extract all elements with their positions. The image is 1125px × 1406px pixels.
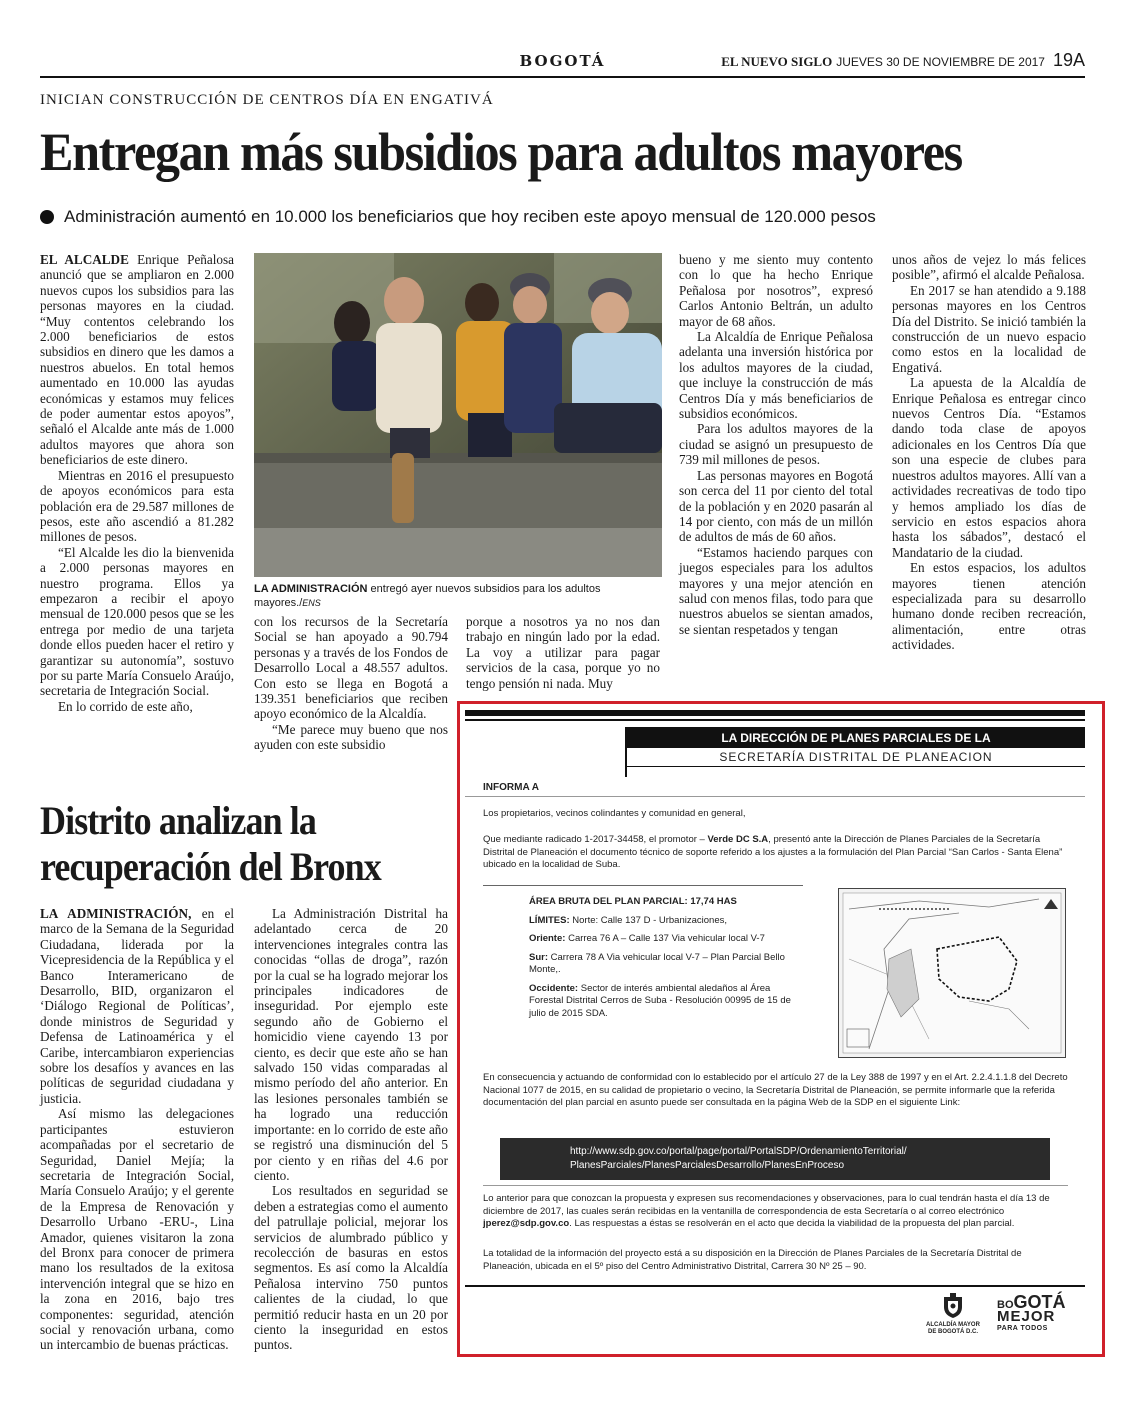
headline-line: recuperación del Bronx [40, 844, 381, 889]
paragraph: Así mismo las delegaciones participantes estuvieron acompañadas por el secretario de Seguridad, Daniel Mejía; la secretaria de Integración Social, María Consuelo Araújo; y el gerente de la Empresa de Renovación y Desarrollo Urbano -ERU-, Lina Amador, quienes visitaron la zona del Bronx para conocer de primera mano los resultados de la exitosa intervención integral que se hizo en la zona en 2016, bajo tres componentes: seguridad, atención social y renovación urbana, como un intercambio de buenas prácticas. [40, 1106, 234, 1353]
coat-of-arms-icon [942, 1293, 964, 1319]
plan-details [483, 885, 803, 1026]
paragraph: La Administración Distrital ha adelantado cerca de 20 intervenciones integrales contra las conocidas “ollas de droga”, razón por la cual se ha logrado mejorar los principales indicadores de inseguridad. Por ejemplo este segundo año de Gobierno el homicidio viene cayendo 13 por ciento, es decir que este año se han salvado 150 vidas comparadas al mismo período del año anterior. En las lesiones personales también se ha logrado una reducción importante: en lo corrido de este año se registró una disminución del 5 por ciento y en riñas del 4.6 por ciento. [254, 906, 448, 1183]
limit-east: Carrea 76 A – Calle 137 Via vehicular local V-7 [568, 933, 765, 944]
text: Lo anterior para que conozcan la propuesta y expresen sus recomendaciones y observaciones, para lo cual tendrán hasta el día 13 de diciembre de 2017, las cuales serán recibidas en la ventanilla de correspondencia de esta Secretaría o al correo electrónico [483, 1193, 1050, 1217]
crest-text: ALCALDÍA MAYOR [926, 1322, 980, 1328]
paragraph: Los resultados en seguridad se deben a estrategias como el aumento del patrullaje policial, mejorar los servicios de alumbrado público y recolección de basuras en estos segmentos. Es así como la Alcaldía Peñalosa intervino 750 puntos calientes de la ciudad, lo que permitió reducir hasta en un 20 por ciento la inseguridad en estos puntos. [254, 1183, 448, 1353]
section-name: BOGOTÁ [519, 52, 606, 70]
logo-part: TÁ [1041, 1292, 1066, 1312]
caption-lead: LA ADMINISTRACIÓN [254, 583, 368, 595]
caption-credit: ENS [302, 598, 321, 608]
plan-link[interactable] [500, 1138, 1050, 1180]
newspaper-brand: EL NUEVO SIGLO [721, 54, 833, 69]
notice-title-line2: SECRETARÍA DISTRITAL DE PLANEACION [627, 748, 1085, 768]
article1-column-3 [466, 614, 660, 691]
page-number: 19A [1052, 50, 1085, 70]
paragraph: En 2017 se han atendido a 9.188 personas mayores en los Centros Día del Distrito. Se inició también la construcción de un nuevo espacio como estos en la localidad de Engativá. [892, 282, 1086, 375]
limit-north: Norte: Calle 137 D - Urbanizaciones, [572, 914, 727, 926]
logo-part: BO [997, 1299, 1014, 1311]
notice-audience: Los propietarios, vecinos colindantes y comunidad en general, [483, 808, 746, 819]
article1-column-1 [40, 252, 234, 714]
logo-part: GO [1013, 1292, 1042, 1312]
paragraph: unos años de vejez lo más felices posible”, afirmó el alcalde Peñalosa. [892, 252, 1086, 283]
paragraph: “Estamos haciendo parques con juegos especiales para los adultos mayores y una mejor atención en salud con menos filas, todo para que nuestros abuelos se sientan amados, se sientan respetados y tengan [679, 544, 873, 637]
paragraph: Para los adultos mayores de la ciudad se asignó un presupuesto de 739 mil millones de pesos. [679, 421, 873, 468]
notice-informa: INFORMA A [483, 782, 539, 793]
link-line[interactable]: http://www.sdp.gov.co/portal/page/portal/PortalSDP/OrdenamientoTerritorial/ [570, 1146, 907, 1157]
text: Que mediante radicado 1-2017-34458, el promotor – [483, 834, 705, 845]
logo-line-2: MEJOR [997, 1308, 1056, 1325]
link-line[interactable]: PlanesParciales/PlanesParcialesDesarrollo/PlanesEnProceso [570, 1160, 845, 1171]
header-rule [40, 76, 1085, 78]
limits-row [529, 915, 803, 928]
divider [465, 1285, 1085, 1287]
paragraph: Mientras en 2016 el presupuesto de apoyos económicos para esta población era de 29.587 millones de pesos, este año ascendió a 81.282 millones de pesos. [40, 467, 234, 545]
area-label: ÁREA BRUTA DEL PLAN PARCIAL: [529, 896, 688, 907]
notice-body-1 [483, 834, 1068, 872]
limit-south: Carrera 78 A Via vehicular local V-7 – Plan Parcial Bello Monte,. [529, 951, 785, 975]
paragraph: con los recursos de la Secretaría Social se han apoyado a 90.794 personas y a través de los Fondos de Desarrollo Local a 48.557 adultos. Con esto se llega en Bogotá a 139.351 beneficiarios que reciben apoyo económico de la Alcaldía. [254, 614, 448, 722]
paragraph: En lo corrido de este año, [58, 698, 193, 714]
paragraph-text: en el marco de la Semana de la Seguridad Ciudadana, liderada por la Vicepresidencia de la República y el Banco Interamericano de Desarrollo, BID, organizaron el ‘Diálogo Regional de Políticas’, donde ministros de Seguridad y Defensa de Latinoamérica y el Caribe, intercambiaron experiencias sobre los desafíos y avances en las políticas de seguridad ciudadana y justicia. [40, 906, 235, 1106]
site-map-icon [839, 889, 1065, 1057]
photo-caption [254, 582, 662, 610]
article2-headline [40, 798, 418, 890]
logo-line-3: PARA TODOS [997, 1325, 1048, 1332]
promoter-name: Verde DC S.A [707, 834, 769, 845]
notice-title [625, 727, 1085, 777]
article2-column-1 [40, 906, 234, 1353]
article1-column-5 [892, 252, 1086, 653]
article2-column-2 [254, 906, 448, 1353]
paragraph: La apuesta de la Alcaldía de Enrique Peñalosa es entregar cinco nuevos Centros Día. “Estamos dando toda clase de apoyos adicionales en los Centros Día que son una especie de clubes para nuestros adultos mayores. Allí van a actividades recreativas de todo tipo y hemos ampliado los días de servicio en estos espacios ahora hasta los sábados”, destacó el Mandatario de la ciudad. [892, 375, 1086, 560]
bullet-dot-icon [40, 210, 54, 224]
masthead-info [721, 50, 1085, 71]
paragraph: La Alcaldía de Enrique Peñalosa adelanta una inversión histórica por los adultos mayores de la ciudad, que incluye la construcción de más Centros Día y más beneficiarios de subsidios económicos. [679, 329, 873, 422]
notice-body-2: En consecuencia y actuando de conformidad con lo establecido por el artículo 27 de la Ley 388 de 1997 y en el Art. 2.2.4.1.1.8 del Decreto Nacional 1077 de 2015, en su calidad de propietario o vecino, la Secretaría Distrital de Planeación, se permite informarle que la referida documentación del plan parcial en asunto puede ser consultada en la página Web de la SDP en el siguiente Link: [483, 1072, 1068, 1108]
paragraph: porque a nosotros ya no nos dan trabajo en ningún lado por la edad. La voy a utilizar para pagar servicios de la casa, porque yo no tengo pensión ni nada. Muy [466, 614, 660, 691]
text: , presentó ante la Dirección de Planes Parciales de la Secretaría Distrital de Planeación el documento técnico de soporte referido a los ajustes a la formulación del Plan Parcial “San Carlos - Santa Elena” ubicado en la localidad de Suba. [483, 834, 1063, 870]
caption-text: entregó ayer nuevos subsidios para los adultos mayores./ [254, 583, 601, 609]
bogota-logo [997, 1292, 1066, 1335]
paragraph [40, 252, 234, 468]
edition-date: JUEVES 30 DE NOVIEMBRE DE 2017 [836, 55, 1045, 69]
notice-title-line1: LA DIRECCIÓN DE PLANES PARCIALES DE LA [627, 727, 1085, 748]
paragraph-text: Enrique Peñalosa anunció que se ampliaron en 2.000 nuevos cupos los subsidios para las personas mayores en la ciudad. “Muy contentos celebrando los 2.000 beneficiarios de estos subsidios en dinero que les damos a nuestros abuelos. En total hemos aumentado en 10.000 las ayudas económicas y estamos muy felices de poder aumentar estos apoyos”, señaló el Alcalde ante más de 1.000 adultos mayores que ahora son beneficiarios de este dinero. [40, 252, 234, 468]
paragraph: “El Alcalde les dio la bienvenida a 2.000 personas mayores en nuestro programa. Ellos ya empezaron a recibir el apoyo mensual de 120.000 pesos que se les entrega por medio de una tarjeta donde ellos pueden hacer el retiro y garantizar su autonomía”, sostuvo por su parte María Consuelo Araújo, secretaria de Integración Social. [40, 544, 234, 699]
divider [465, 796, 1085, 797]
paragraph: bueno y me siento muy contento con lo que ha hecho Enrique Peñalosa por nosotros”, expresó Carlos Antonio Beltrán, un adulto mayor de 68 años. [679, 252, 873, 329]
city-crest [923, 1293, 983, 1343]
notice-body-4: La totalidad de la información del proyecto está a su disposición en la Dirección de Planes Parciales de la Secretaría Distrital de Planeación, ubicada en el 5º piso del Centro Administrativo Distrital, Carrera 30 Nº 25 – 90. [483, 1248, 1022, 1272]
west-label: Occidente: [529, 982, 579, 994]
east-label: Oriente: [529, 933, 566, 944]
contact-email[interactable]: jperez@sdp.gov.co [483, 1218, 570, 1229]
photo-illustration [254, 253, 662, 577]
article-kicker: INICIAN CONSTRUCCIÓN DE CENTROS DÍA EN ENGATIVÁ [40, 92, 494, 108]
article-photo [254, 253, 662, 577]
plan-map [838, 888, 1066, 1058]
notice-top-bar [465, 710, 1085, 716]
article1-column-2 [254, 614, 448, 753]
crest-text: DE BOGOTÁ D.C. [927, 1329, 978, 1335]
notice-body-3 [483, 1193, 1068, 1231]
paragraph [40, 906, 234, 1106]
public-notice [465, 710, 1085, 1350]
text: . Las respuestas a éstas se resolverán en el acto que decida la viabilidad de la propuesta del plan parcial. [569, 1218, 1015, 1229]
lead-in: EL ALCALDE [40, 252, 129, 267]
south-row [529, 952, 803, 977]
area-row [529, 896, 803, 909]
south-label: Sur: [529, 951, 548, 963]
deck-text: Administración aumentó en 10.000 los beneficiarios que hoy reciben este apoyo mensual de 120.000 pesos [64, 207, 876, 226]
west-row [529, 983, 803, 1021]
limits-label: LÍMITES: [529, 914, 570, 926]
limit-west: Sector de interés ambiental aledaños al Área Forestal Distrital Cerros de Suba - Resolución 00995 de 15 de julio de 2015 SDA. [529, 982, 791, 1019]
article-deck [40, 207, 876, 227]
article-headline: Entregan más subsidios para adultos mayores [40, 122, 962, 182]
notice-top-rule [465, 719, 1085, 721]
area-value: 17,74 HAS [690, 896, 737, 907]
article1-column-4 [679, 252, 873, 637]
divider [483, 1185, 1068, 1186]
lead-in: LA ADMINISTRACIÓN, [40, 906, 192, 921]
east-row [529, 933, 803, 946]
headline-line: Distrito analizan la [40, 798, 317, 843]
paragraph: “Me parece muy bueno que nos ayuden con este subsidio [254, 721, 448, 753]
paragraph: En estos espacios, los adultos mayores tienen atención especializada para su desarrollo humano donde reciben recreación, alimentación, entre otras actividades. [892, 560, 1086, 653]
paragraph: Las personas mayores en Bogotá son cerca del 11 por ciento del total de la población y en 2020 pasarán al 14 por ciento, con más de un millón de adultos de más de 60 años. [679, 467, 873, 545]
